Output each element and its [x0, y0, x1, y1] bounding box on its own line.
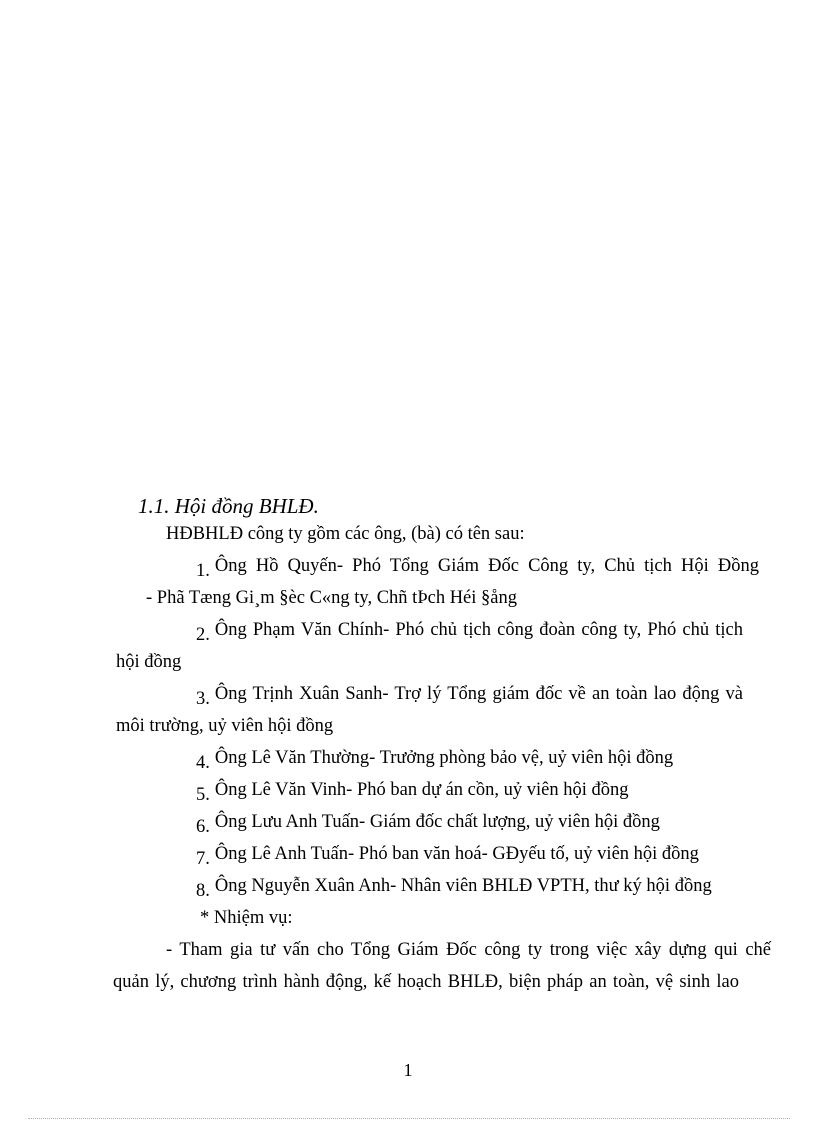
member-8-number: 8. [196, 881, 210, 901]
member-4 [196, 747, 674, 773]
member-3-number: 3. [196, 689, 210, 709]
member-1-continuation: - Phã Tæng Gi¸m §èc C«ng ty, Chñ tÞch Héi §ång [146, 588, 517, 608]
section-heading: 1.1. Hội đồng BHLĐ. [138, 494, 319, 518]
member-6-number: 6. [196, 817, 210, 837]
duties-label: * Nhiệm vụ: [200, 908, 293, 928]
member-8-text: Ông Nguyễn Xuân Anh- Nhân viên BHLĐ VPTH, thư ký hội đồng [214, 876, 712, 896]
intro-text: HĐBHLĐ công ty gồm các ông, (bà) có tên sau: [166, 524, 525, 544]
member-7-text: Ông Lê Anh Tuấn- Phó ban văn hoá- GĐyếu tố, uỷ viên hội đồng [214, 844, 699, 864]
member-6 [196, 811, 660, 837]
member-2-continuation: hội đồng [116, 652, 182, 672]
member-3-text: Ông Trịnh Xuân Sanh- Trợ lý Tổng giám đốc về an toàn lao động và [214, 684, 743, 704]
member-7 [196, 843, 699, 869]
member-5-number: 5. [196, 785, 210, 805]
member-7-number: 7. [196, 849, 210, 869]
footer-divider [28, 1118, 790, 1119]
member-1-number: 1. [196, 561, 210, 581]
member-8 [196, 875, 712, 901]
member-3 [196, 683, 743, 709]
member-5 [196, 779, 629, 805]
member-5-text: Ông Lê Văn Vinh- Phó ban dự án cồn, uỷ viên hội đồng [214, 780, 629, 800]
member-2-number: 2. [196, 625, 210, 645]
member-4-text: Ông Lê Văn Thường- Trưởng phòng bảo vệ, uỷ viên hội đồng [214, 748, 674, 768]
page-number: 1 [403, 1060, 413, 1080]
member-3-continuation: môi trường, uỷ viên hội đồng [116, 716, 334, 736]
member-4-number: 4. [196, 753, 210, 773]
member-6-text: Ông Lưu Anh Tuấn- Giám đốc chất lượng, uỷ viên hội đồng [214, 812, 660, 832]
member-1 [196, 555, 759, 581]
duties-line-2: quản lý, chương trình hành động, kế hoạch BHLĐ, biện pháp an toàn, vệ sinh lao [113, 972, 739, 992]
duties-line-1: - Tham gia tư vấn cho Tổng Giám Đốc công ty trong việc xây dựng qui chế [166, 940, 771, 960]
member-2-text: Ông Phạm Văn Chính- Phó chủ tịch công đoàn công ty, Phó chủ tịch [214, 620, 743, 640]
member-2 [196, 619, 743, 645]
member-1-text: Ông Hồ Quyến- Phó Tổng Giám Đốc Công ty, Chủ tịch Hội Đồng [214, 556, 759, 576]
